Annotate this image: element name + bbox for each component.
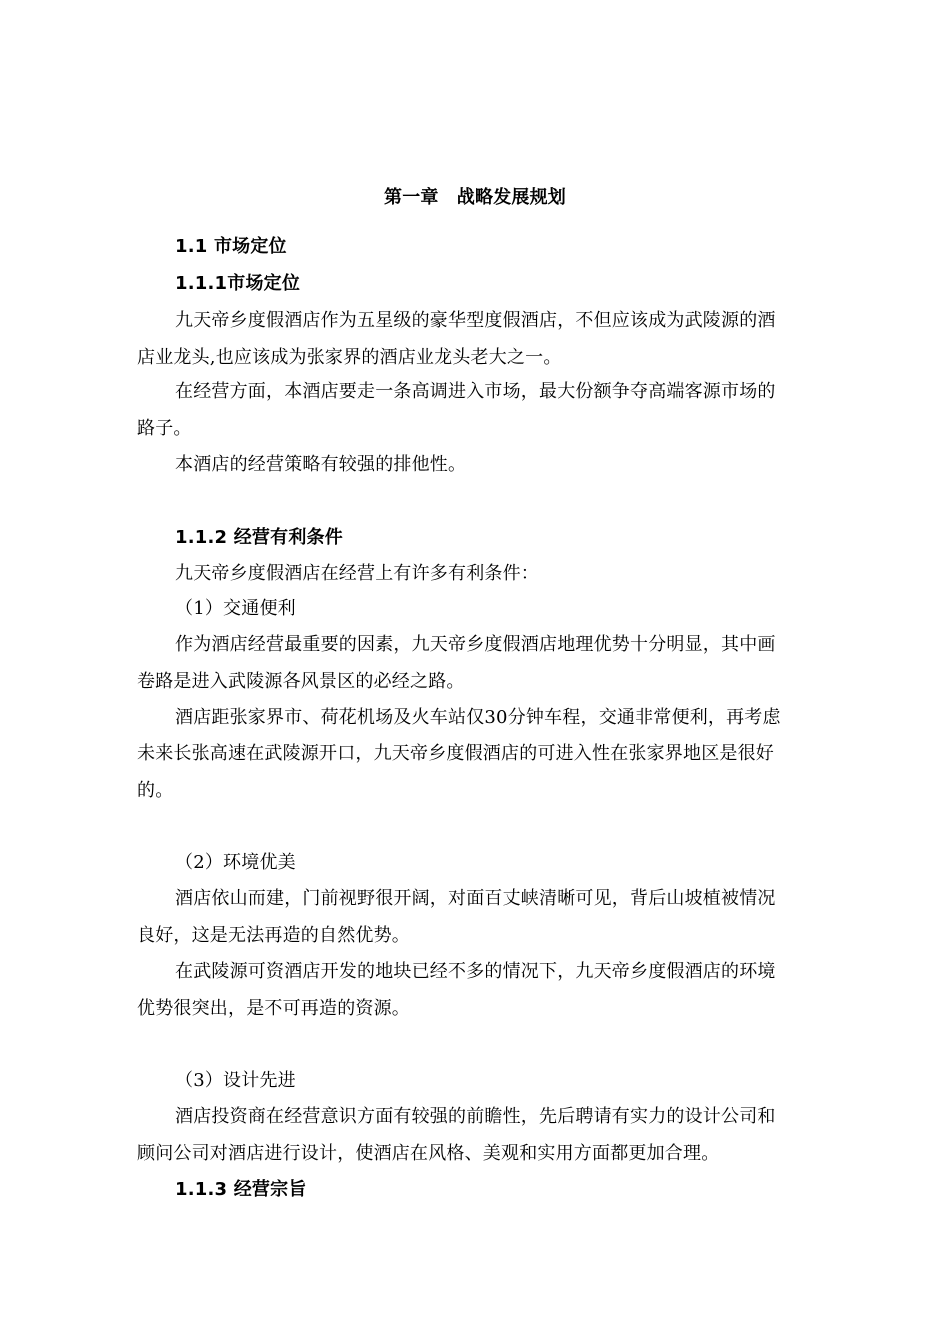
paragraph-line: 本酒店的经营策略有较强的排他性。 [175, 454, 467, 475]
section-heading-1-1-3: 1.1.3 经营宗旨 [175, 1179, 307, 1200]
paragraph-line: 酒店依山而建，门前视野很开阔，对面百丈峡清晰可见，背后山坡植被情况 [175, 888, 776, 909]
section-heading-1-1-2: 1.1.2 经营有利条件 [175, 527, 343, 548]
section-heading-1-1-1: 1.1.1市场定位 [175, 273, 301, 294]
paragraph-line: 卷路是进入武陵源各风景区的必经之路。 [137, 671, 465, 692]
paragraph-line: 店业龙头,也应该成为张家界的酒店业龙头老大之一。 [137, 347, 562, 368]
paragraph-line: 九天帝乡度假酒店作为五星级的豪华型度假酒店，不但应该成为武陵源的酒 [175, 310, 776, 331]
paragraph-line: 路子。 [137, 418, 192, 439]
paragraph-line: 良好，这是无法再造的自然优势。 [137, 925, 410, 946]
paragraph-line: 优势很突出，是不可再造的资源。 [137, 998, 410, 1019]
paragraph-line: 未来长张高速在武陵源开口，九天帝乡度假酒店的可进入性在张家界地区是很好 [137, 743, 774, 764]
paragraph-line: 的。 [137, 780, 174, 801]
chapter-title: 第一章 战略发展规划 [384, 187, 566, 208]
paragraph-line: 在武陵源可资酒店开发的地块已经不多的情况下，九天帝乡度假酒店的环境 [175, 961, 776, 982]
paragraph-line: 九天帝乡度假酒店在经营上有许多有利条件： [175, 563, 539, 584]
list-item-title: （1）交通便利 [175, 598, 296, 619]
list-item-title: （3）设计先进 [175, 1070, 296, 1091]
paragraph-line: 顾问公司对酒店进行设计，使酒店在风格、美观和实用方面都更加合理。 [137, 1143, 720, 1164]
list-item-title: （2）环境优美 [175, 852, 296, 873]
paragraph-line: 酒店距张家界市、荷花机场及火车站仅30分钟车程，交通非常便利，再考虑 [175, 707, 781, 728]
paragraph-line: 作为酒店经营最重要的因素，九天帝乡度假酒店地理优势十分明显，其中画 [175, 634, 776, 655]
section-heading-1-1: 1.1 市场定位 [175, 236, 287, 257]
paragraph-line: 在经营方面，本酒店要走一条高调进入市场，最大份额争夺高端客源市场的 [175, 381, 776, 402]
paragraph-line: 酒店投资商在经营意识方面有较强的前瞻性，先后聘请有实力的设计公司和 [175, 1106, 776, 1127]
